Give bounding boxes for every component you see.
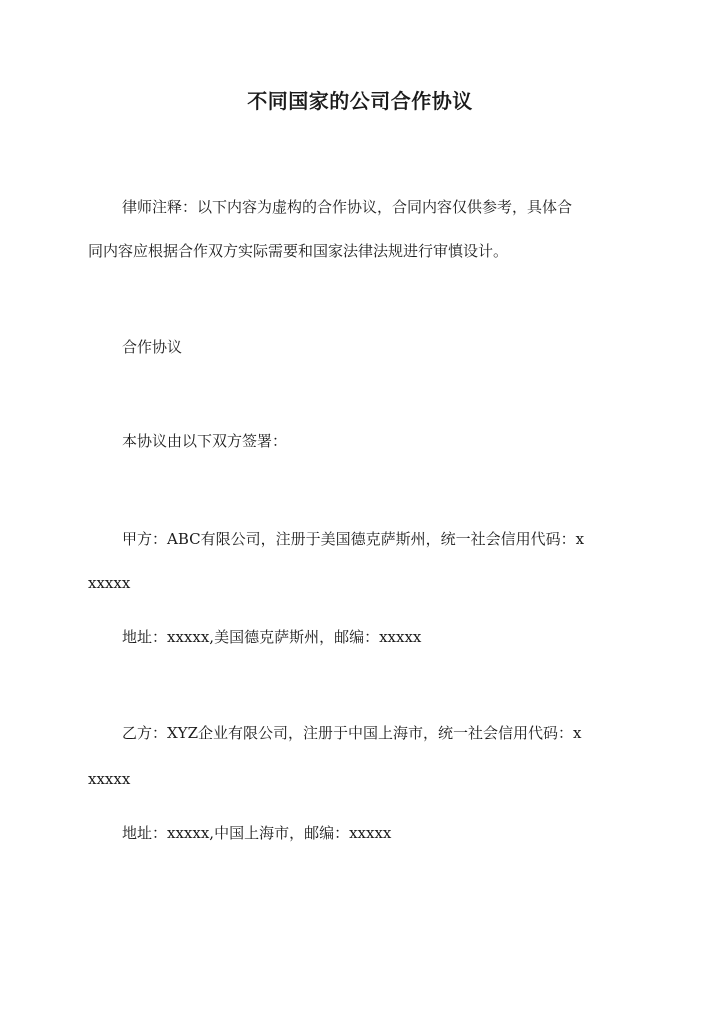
lawyer-note-line-1: 律师注释：以下内容为虚构的合作协议，合同内容仅供参考，具体合 [122, 198, 573, 216]
party-b-line-1: 乙方：XYZ企业有限公司，注册于中国上海市，统一社会信用代码：x [122, 724, 582, 742]
agreement-intro: 本协议由以下双方签署： [122, 432, 288, 450]
party-a-line-2: xxxxx [88, 574, 131, 592]
agreement-heading: 合作协议 [122, 338, 183, 356]
party-a-line-1: 甲方：ABC有限公司，注册于美国德克萨斯州，统一社会信用代码：x [122, 530, 585, 548]
lawyer-note-line-2: 同内容应根据合作双方实际需要和国家法律法规进行审慎设计。 [88, 242, 509, 260]
party-b-line-2: xxxxx [88, 770, 131, 788]
document-title: 不同国家的公司合作协议 [247, 89, 473, 113]
party-b-address: 地址：xxxxx,中国上海市，邮编：xxxxx [122, 824, 392, 842]
party-a-address: 地址：xxxxx,美国德克萨斯州，邮编：xxxxx [122, 628, 422, 646]
